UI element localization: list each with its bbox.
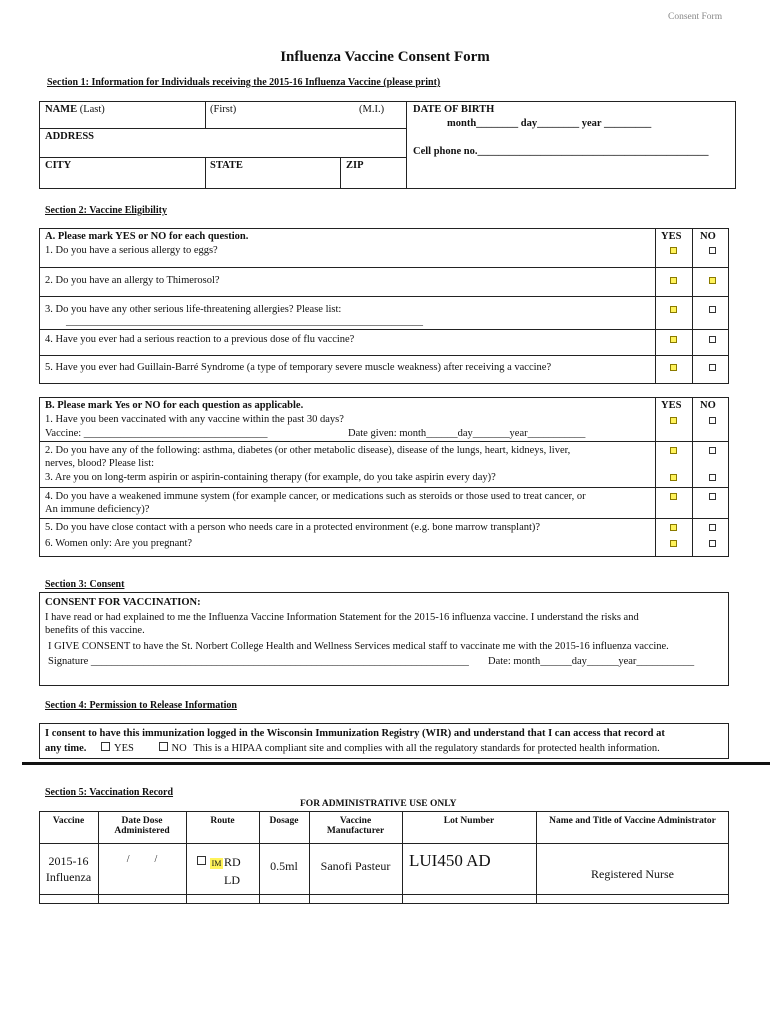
partb-q6-yes-checkbox[interactable] xyxy=(670,540,677,547)
parta-yes-header: YES xyxy=(661,231,682,242)
partb-q2-no-checkbox[interactable] xyxy=(709,447,716,454)
col-dosage: Dosage xyxy=(269,816,299,826)
page-header-label: Consent Form xyxy=(668,12,723,22)
partb-q1-yes-checkbox[interactable] xyxy=(670,417,677,424)
parta-q3-yes-checkbox[interactable] xyxy=(670,306,677,313)
section5-heading: Section 5: Vaccination Record xyxy=(45,787,174,798)
partb-q2-yes-checkbox[interactable] xyxy=(670,447,677,454)
zip-field[interactable]: ZIP xyxy=(346,160,364,171)
partb-q6-no-checkbox[interactable] xyxy=(709,540,716,547)
parta-q3-no-checkbox[interactable] xyxy=(709,306,716,313)
parta-q5-yes-checkbox[interactable] xyxy=(670,364,677,371)
partb-q3: 3. Are you on long-term aspirin or aspirin-containing therapy (for example, do you take aspirin every day)? xyxy=(45,472,496,483)
parta-q4-yes-checkbox[interactable] xyxy=(670,336,677,343)
col-route: Route xyxy=(210,816,235,826)
col-lot-number: Lot Number xyxy=(443,816,495,826)
parta-q2-yes-checkbox[interactable] xyxy=(670,277,677,284)
parta-q3-line[interactable]: ____________________________________________________________________ xyxy=(66,316,423,327)
route-im-label: IM xyxy=(211,859,222,868)
divider xyxy=(22,762,770,765)
partb-q4-line2: An immune deficiency)? xyxy=(45,504,150,515)
col-administrator: Name and Title of Vaccine Administrator xyxy=(549,816,716,826)
col-vaccine: Vaccine xyxy=(52,816,85,826)
partb-q4-no-checkbox[interactable] xyxy=(709,493,716,500)
parta-q2-no-checkbox[interactable] xyxy=(709,277,716,284)
route-ld-label: LD xyxy=(224,873,240,887)
record-date-field[interactable]: / / xyxy=(126,854,158,865)
parta-q5: 5. Have you ever had Guillain-Barré Syndrome (a type of temporary severe muscle weakness) after receiving a vaccine? xyxy=(45,362,552,373)
partb-title: B. Please mark Yes or NO for each question as applicable. xyxy=(45,400,304,411)
partb-q1-date[interactable]: Date given: month______day_______year___________ xyxy=(348,428,586,439)
section3-heading: Section 3: Consent xyxy=(45,579,125,590)
section1-box xyxy=(39,101,736,189)
partb-no-header: NO xyxy=(700,400,716,411)
partb-q5-yes-checkbox[interactable] xyxy=(670,524,677,531)
record-vaccine: 2015-16 Influenza xyxy=(45,854,92,884)
partb-q5-no-checkbox[interactable] xyxy=(709,524,716,531)
consent-paragraph-line1: I have read or had explained to me the Influenza Vaccine Information Statement for the 2015-16 influenza vaccine. I understand the risks and xyxy=(45,612,639,623)
last-label: (Last) xyxy=(79,104,105,115)
any-time-label: any time. xyxy=(45,743,87,754)
parta-q2: 2. Do you have an allergy to Thimerosol? xyxy=(45,275,220,286)
partb-q2-line2: nerves, blood? Please list: xyxy=(45,458,155,469)
cell-phone-field[interactable]: Cell phone no.____________________________________________ xyxy=(413,146,709,157)
parta-q1-no-checkbox[interactable] xyxy=(709,247,716,254)
section1-heading: Section 1: Information for Individuals receiving the 2015-16 Influenza Vaccine (please print) xyxy=(47,77,441,88)
city-field[interactable]: CITY xyxy=(45,160,72,171)
parta-no-header: NO xyxy=(700,231,716,242)
consent-title: CONSENT FOR VACCINATION: xyxy=(45,597,201,608)
col-manufacturer: Vaccine Manufacturer xyxy=(326,816,385,836)
partb-q1: 1. Have you been vaccinated with any vaccine within the past 30 days? xyxy=(45,414,344,425)
route-checkbox[interactable] xyxy=(197,856,206,865)
dob-label: DATE OF BIRTH xyxy=(413,104,495,115)
parta-q4: 4. Have you ever had a serious reaction to a previous dose of flu vaccine? xyxy=(45,334,355,345)
address-field[interactable]: ADDRESS xyxy=(45,131,95,142)
consent-date-field[interactable]: Date: month______day______year___________ xyxy=(488,656,695,667)
parta-q5-no-checkbox[interactable] xyxy=(709,364,716,371)
section4-heading: Section 4: Permission to Release Information xyxy=(45,700,237,711)
partb-q1-vaccine[interactable]: Vaccine: ___________________________________ xyxy=(45,428,268,439)
first-name-field[interactable]: (First) xyxy=(210,104,237,115)
partb-yes-header: YES xyxy=(661,400,682,411)
wir-consent-text: I consent to have this immunization logged in the Wisconsin Immunization Registry (WIR) and understand that I can access that record at xyxy=(45,728,665,739)
admin-only-label: FOR ADMINISTRATIVE USE ONLY xyxy=(300,799,457,809)
parta-q1: 1. Do you have a serious allergy to eggs? xyxy=(45,245,218,256)
record-administrator: Registered Nurse xyxy=(591,867,674,881)
wir-no-checkbox[interactable] xyxy=(159,742,168,751)
wir-no-label: NO xyxy=(171,743,187,754)
partb-q2-line1: 2. Do you have any of the following: asthma, diabetes (or other metabolic disease), disease of the lungs, heart, kidneys, liver, xyxy=(45,445,571,456)
record-lot-number: LUI450 AD xyxy=(409,851,491,870)
partb-q3-no-checkbox[interactable] xyxy=(709,474,716,481)
record-manufacturer: Sanofi Pasteur xyxy=(320,859,391,873)
route-options xyxy=(197,856,223,869)
record-dosage: 0.5ml xyxy=(270,859,298,873)
parta-q1-yes-checkbox[interactable] xyxy=(670,247,677,254)
partb-q4-yes-checkbox[interactable] xyxy=(670,493,677,500)
name-field[interactable] xyxy=(45,104,105,115)
hipaa-statement: This is a HIPAA compliant site and complies with all the regulatory standards for protected health information. xyxy=(193,743,660,754)
page-title: Influenza Vaccine Consent Form xyxy=(280,49,490,65)
partb-q5: 5. Do you have close contact with a person who needs care in a protected environment (e.g. bone marrow transplant)? xyxy=(45,522,541,533)
section2-heading: Section 2: Vaccine Eligibility xyxy=(45,205,167,216)
wir-yes-checkbox[interactable] xyxy=(101,742,110,751)
partb-q1-no-checkbox[interactable] xyxy=(709,417,716,424)
dob-field[interactable]: month________ day________ year _________ xyxy=(447,118,652,129)
mi-field[interactable]: (M.I.) xyxy=(359,104,385,115)
signature-field[interactable]: Signature ________________________________________________________________________ xyxy=(48,656,469,667)
partb-q3-yes-checkbox[interactable] xyxy=(670,474,677,481)
col-date-dose: Date Dose Administered xyxy=(114,816,170,836)
state-field[interactable]: STATE xyxy=(210,160,243,171)
partb-q6: 6. Women only: Are you pregnant? xyxy=(45,538,193,549)
partb-q4-line1: 4. Do you have a weakened immune system (for example cancer, or medications such as steroids or those used to treat cancer, or xyxy=(45,491,586,502)
parta-q3: 3. Do you have any other serious life-threatening allergies? Please list: xyxy=(45,304,342,315)
wir-consent-options xyxy=(45,742,660,754)
name-label: NAME xyxy=(45,104,78,115)
route-rd-label: RD xyxy=(224,855,241,869)
parta-q4-no-checkbox[interactable] xyxy=(709,336,716,343)
consent-paragraph-line2: benefits of this vaccine. xyxy=(45,625,145,636)
parta-title: A. Please mark YES or NO for each question. xyxy=(45,231,249,242)
wir-yes-label: YES xyxy=(114,743,134,754)
consent-statement: I GIVE CONSENT to have the St. Norbert College Health and Wellness Services medical staff to vaccinate me with the 2015-16 influenza vaccine. xyxy=(48,641,669,652)
